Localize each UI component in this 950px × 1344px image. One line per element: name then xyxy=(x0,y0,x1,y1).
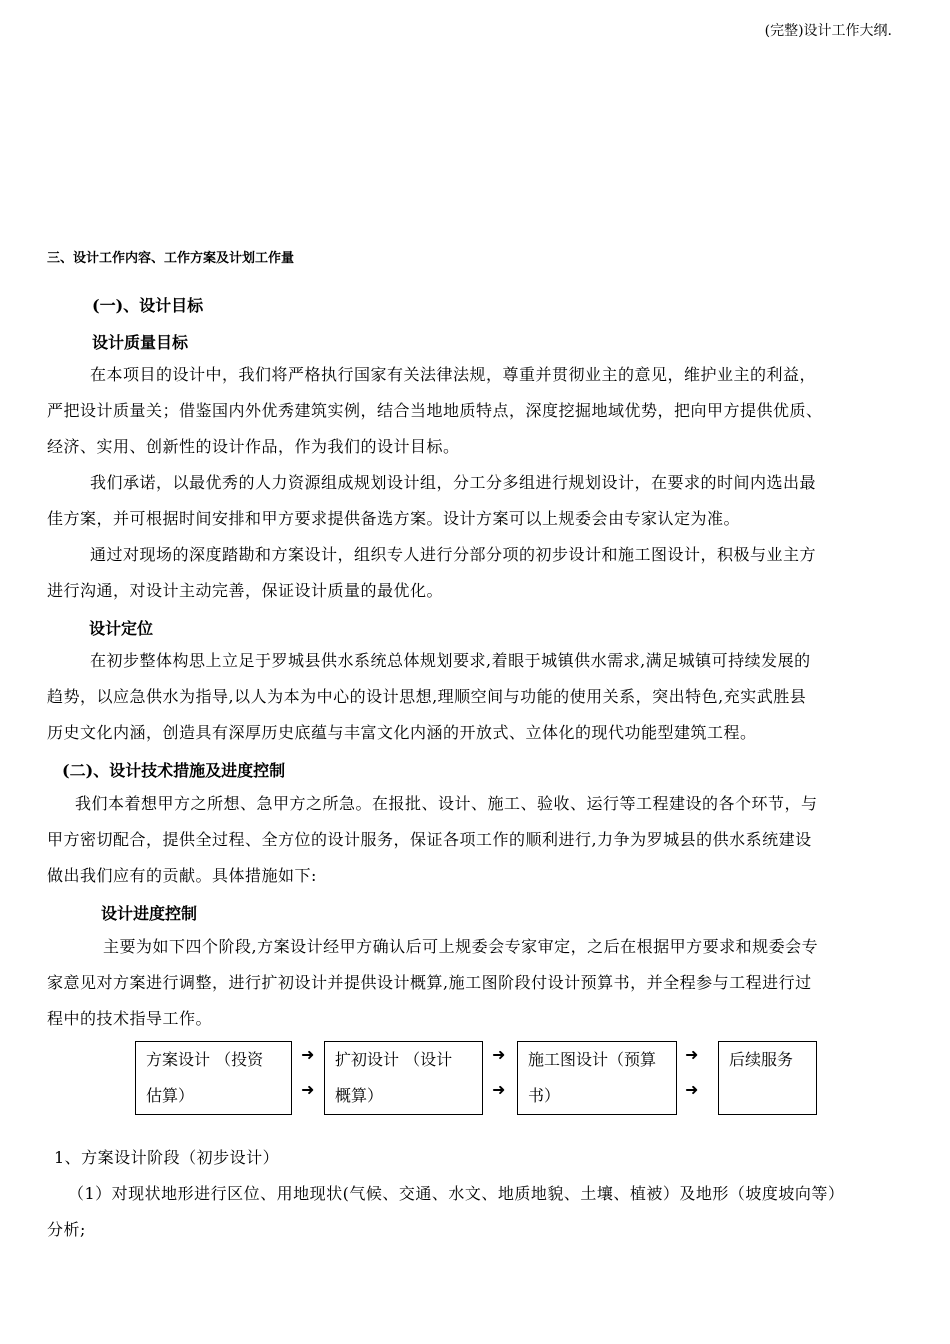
stage-1-item-1-line-1: （1）对现状地形进行区位、用地现状(气候、交通、水文、地质地貌、土壤、植被）及地形（坡度坡向等） xyxy=(68,1184,845,1203)
design-progress-heading: 设计进度控制 xyxy=(101,904,198,923)
flow-box-scheme-design xyxy=(135,1041,292,1115)
positioning-para-line-2: 趋势，以应急供水为指导,以人为本为中心的设计思想,理顺空间与功能的使用关系，突出特色,充实武胜县 xyxy=(47,687,807,706)
flow-box-preliminary-design-line-1: 扩初设计 （设计 xyxy=(335,1050,453,1069)
design-positioning-heading: 设计定位 xyxy=(89,619,154,638)
progress-para-line-2: 家意见对方案进行调整，进行扩初设计并提供设计概算,施工图阶段付设计预算书，并全程参与工程进行过 xyxy=(47,973,812,992)
quality-para-1-line-1: 在本项目的设计中，我们将严格执行国家有关法律法规，尊重并贯彻业主的意见，维护业主的利益， xyxy=(90,365,817,384)
part-2-para-line-2: 甲方密切配合，提供全过程、全方位的设计服务，保证各项工作的顺利进行,力争为罗城县的供水系统建设 xyxy=(47,830,812,849)
flow-arrow-2b: ➜ xyxy=(492,1080,506,1099)
flow-box-preliminary-design xyxy=(324,1041,483,1115)
flow-box-construction-drawing xyxy=(517,1041,677,1115)
quality-para-1-line-3: 经济、实用、创新性的设计作品，作为我们的设计目标。 xyxy=(47,437,460,456)
part-2-para-line-1: 我们本着想甲方之所想、急甲方之所急。在报批、设计、施工、验收、运行等工程建设的各个环节，与 xyxy=(75,794,818,813)
part-1-heading: (一)、设计目标 xyxy=(92,296,204,315)
quality-para-2-line-1: 我们承诺，以最优秀的人力资源组成规划设计组，分工分多组进行规划设计，在要求的时间内选出最 xyxy=(90,473,817,492)
flow-arrow-2a: ➜ xyxy=(492,1045,506,1064)
flow-box-scheme-design-line-1: 方案设计 （投资 xyxy=(146,1050,264,1069)
quality-para-1-line-2: 严把设计质量关；借鉴国内外优秀建筑实例，结合当地地质特点，深度挖掘地域优势，把向甲方提供优质、 xyxy=(47,401,823,420)
progress-para-line-1: 主要为如下四个阶段,方案设计经甲方确认后可上规委会专家审定，之后在根据甲方要求和规委会专 xyxy=(103,937,819,956)
flow-box-construction-drawing-line-2: 书） xyxy=(528,1086,561,1105)
design-quality-goal-heading: 设计质量目标 xyxy=(92,333,189,352)
quality-para-2-line-2: 佳方案，并可根据时间安排和甲方要求提供备选方案。设计方案可以上规委会由专家认定为准。 xyxy=(47,509,741,528)
flow-box-follow-up-service xyxy=(718,1041,817,1115)
flow-arrow-1b: ➜ xyxy=(301,1080,315,1099)
part-2-heading: (二)、设计技术措施及进度控制 xyxy=(62,761,286,780)
flow-arrow-1a: ➜ xyxy=(301,1045,315,1064)
flow-box-construction-drawing-line-1: 施工图设计（预算 xyxy=(528,1050,657,1069)
part-2-para-line-3: 做出我们应有的贡献。具体措施如下: xyxy=(47,866,317,885)
positioning-para-line-3: 历史文化内涵，创造具有深厚历史底蕴与丰富文化内涵的开放式、立体化的现代功能型建筑工程。 xyxy=(47,723,757,742)
flow-arrow-3a: ➜ xyxy=(685,1045,699,1064)
progress-para-line-3: 程中的技术指导工作。 xyxy=(47,1009,213,1028)
positioning-para-line-1: 在初步整体构思上立足于罗城县供水系统总体规划要求,着眼于城镇供水需求,满足城镇可持续发展的 xyxy=(90,651,811,670)
flow-box-follow-up-service-line-1: 后续服务 xyxy=(729,1050,794,1069)
stage-1-heading: 1、方案设计阶段（初步设计） xyxy=(54,1148,280,1167)
quality-para-3-line-1: 通过对现场的深度踏勘和方案设计，组织专人进行分部分项的初步设计和施工图设计，积极与业主方 xyxy=(90,545,817,564)
stage-1-item-1-line-2: 分析; xyxy=(47,1220,86,1239)
flow-arrow-3b: ➜ xyxy=(685,1080,699,1099)
flow-box-scheme-design-line-2: 估算） xyxy=(146,1086,195,1105)
page-header-title: (完整)设计工作大纲. xyxy=(764,23,892,39)
section-3-heading: 三、设计工作内容、工作方案及计划工作量 xyxy=(47,251,295,266)
quality-para-3-line-2: 进行沟通，对设计主动完善，保证设计质量的最优化。 xyxy=(47,581,444,600)
flow-box-preliminary-design-line-2: 概算） xyxy=(335,1086,384,1105)
